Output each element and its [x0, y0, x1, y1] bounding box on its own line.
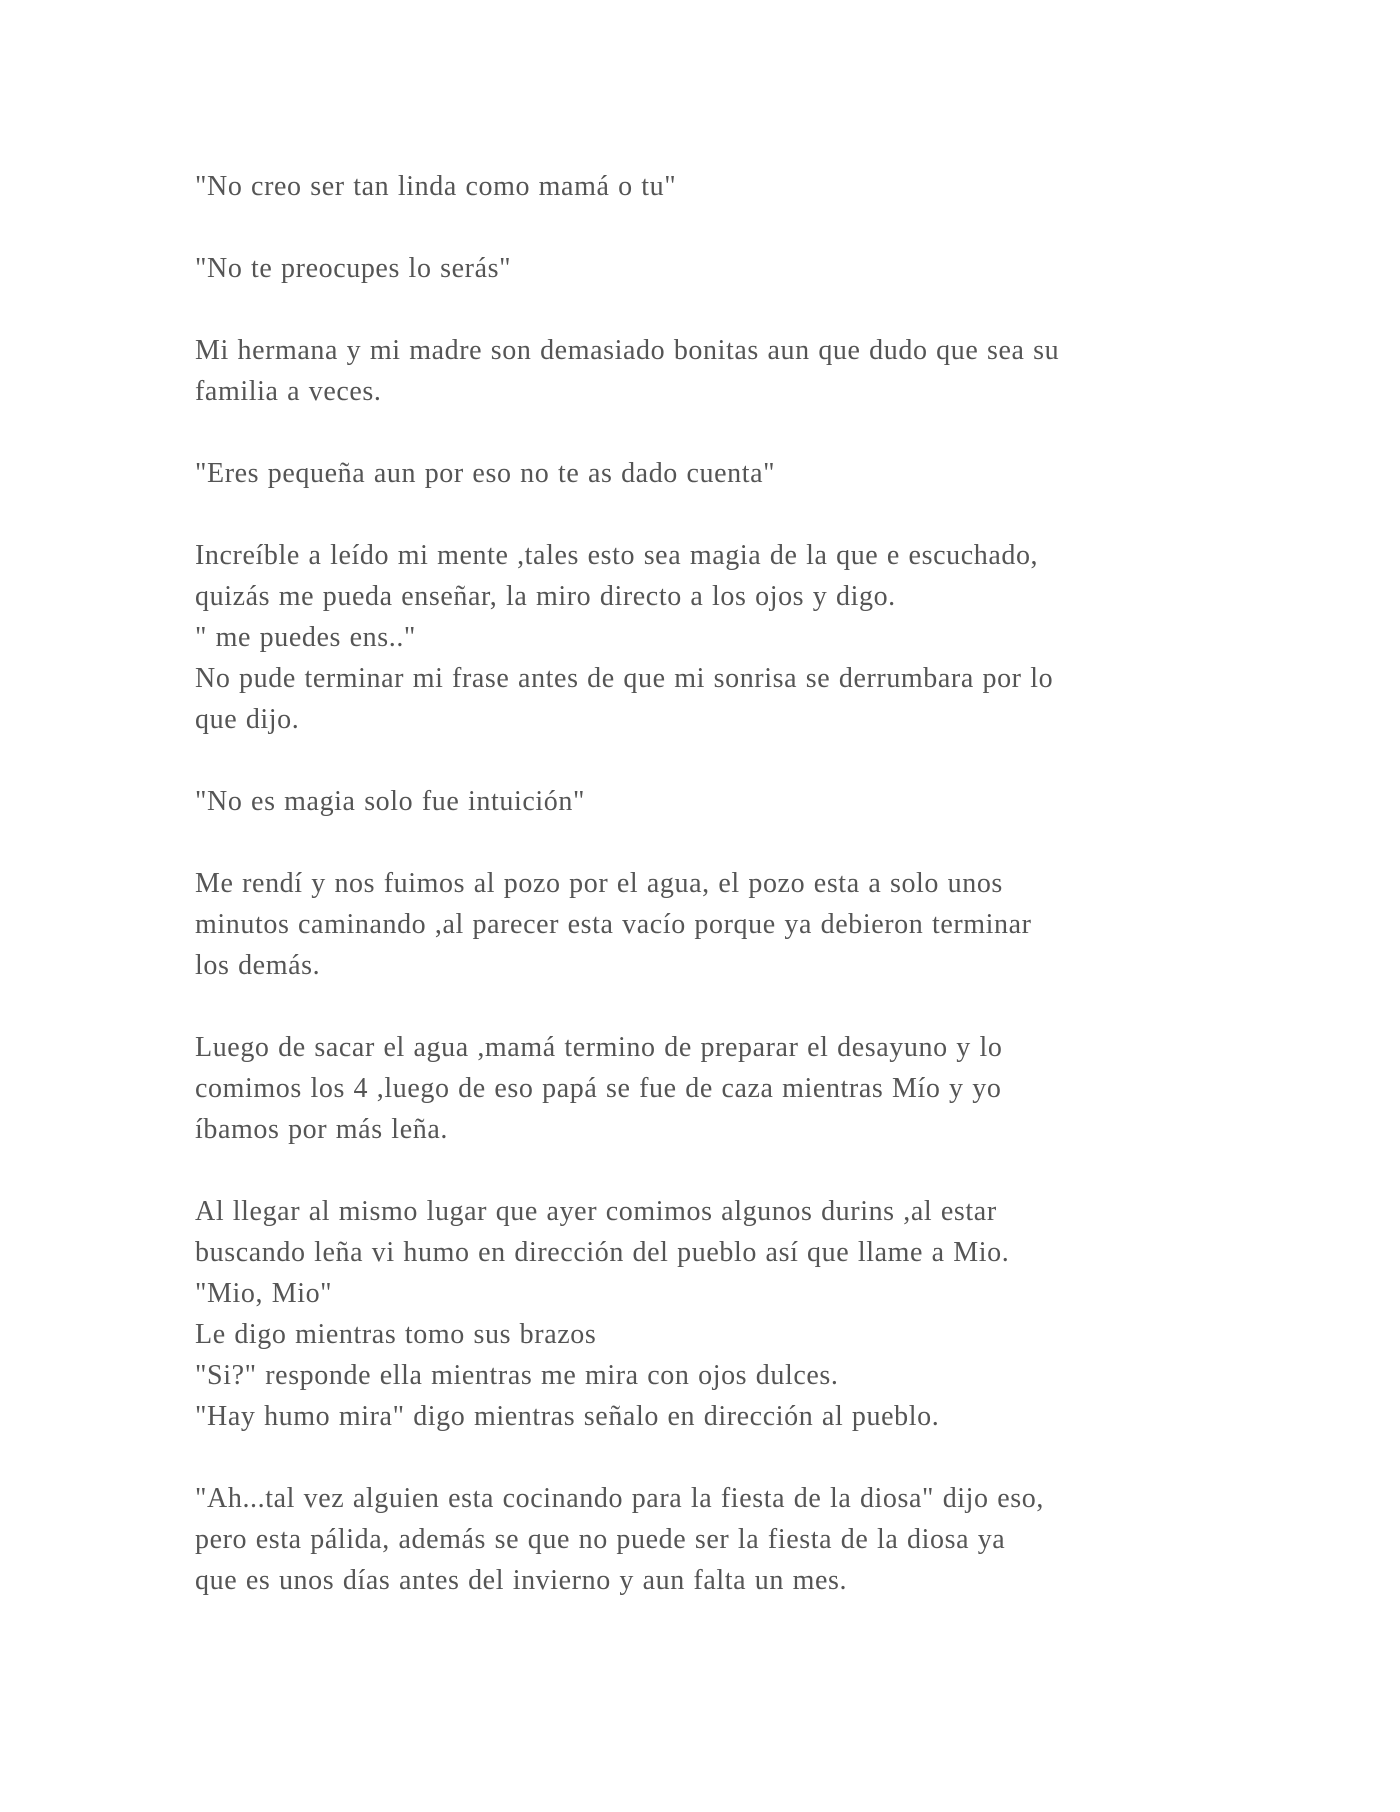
paragraph-7 — [195, 863, 1200, 986]
paragraph-9 — [195, 1191, 1200, 1437]
text-line: "Mio, Mio" — [195, 1278, 333, 1309]
text-line: los demás. — [195, 950, 321, 981]
paragraph-6 — [195, 781, 1200, 822]
text-line: "Hay humo mira" digo mientras señalo en dirección al pueblo. — [195, 1401, 940, 1432]
text-line: minutos caminando ,al parecer esta vacío porque ya debieron terminar — [195, 909, 1032, 940]
text-line: Me rendí y nos fuimos al pozo por el agua, el pozo esta a solo unos — [195, 868, 1003, 899]
text-line: pero esta pálida, además se que no puede ser la fiesta de la diosa ya — [195, 1524, 1006, 1555]
text-line: "No creo ser tan linda como mamá o tu" — [195, 171, 677, 202]
text-line: Le digo mientras tomo sus brazos — [195, 1319, 597, 1350]
paragraph-1 — [195, 166, 1200, 207]
text-line: buscando leña vi humo en dirección del pueblo así que llame a Mio. — [195, 1237, 1010, 1268]
paragraph-3 — [195, 330, 1200, 412]
text-line: familia a veces. — [195, 376, 382, 407]
text-line: que dijo. — [195, 704, 300, 735]
text-line: "No es magia solo fue intuición" — [195, 786, 585, 817]
text-line: quizás me pueda enseñar, la miro directo a los ojos y digo. — [195, 581, 896, 612]
text-line: "Ah...tal vez alguien esta cocinando para la fiesta de la diosa" dijo eso, — [195, 1483, 1044, 1514]
text-line: comimos los 4 ,luego de eso papá se fue de caza mientras Mío y yo — [195, 1073, 1002, 1104]
text-line: que es unos días antes del invierno y aun falta un mes. — [195, 1565, 848, 1596]
text-line: Luego de sacar el agua ,mamá termino de preparar el desayuno y lo — [195, 1032, 1003, 1063]
text-line: Al llegar al mismo lugar que ayer comimos algunos durins ,al estar — [195, 1196, 997, 1227]
text-line: "Si?" responde ella mientras me mira con ojos dulces. — [195, 1360, 839, 1391]
paragraph-8 — [195, 1027, 1200, 1150]
text-line: No pude terminar mi frase antes de que mi sonrisa se derrumbara por lo — [195, 663, 1054, 694]
paragraph-4 — [195, 453, 1200, 494]
paragraph-2 — [195, 248, 1200, 289]
paragraph-5 — [195, 535, 1200, 740]
text-line: Increíble a leído mi mente ,tales esto sea magia de la que e escuchado, — [195, 540, 1039, 571]
text-line: "No te preocupes lo serás" — [195, 253, 512, 284]
text-line: "Eres pequeña aun por eso no te as dado cuenta" — [195, 458, 776, 489]
text-line: íbamos por más leña. — [195, 1114, 448, 1145]
text-line: " me puedes ens.." — [195, 622, 416, 653]
text-line: Mi hermana y mi madre son demasiado bonitas aun que dudo que sea su — [195, 335, 1060, 366]
paragraph-10 — [195, 1478, 1200, 1601]
